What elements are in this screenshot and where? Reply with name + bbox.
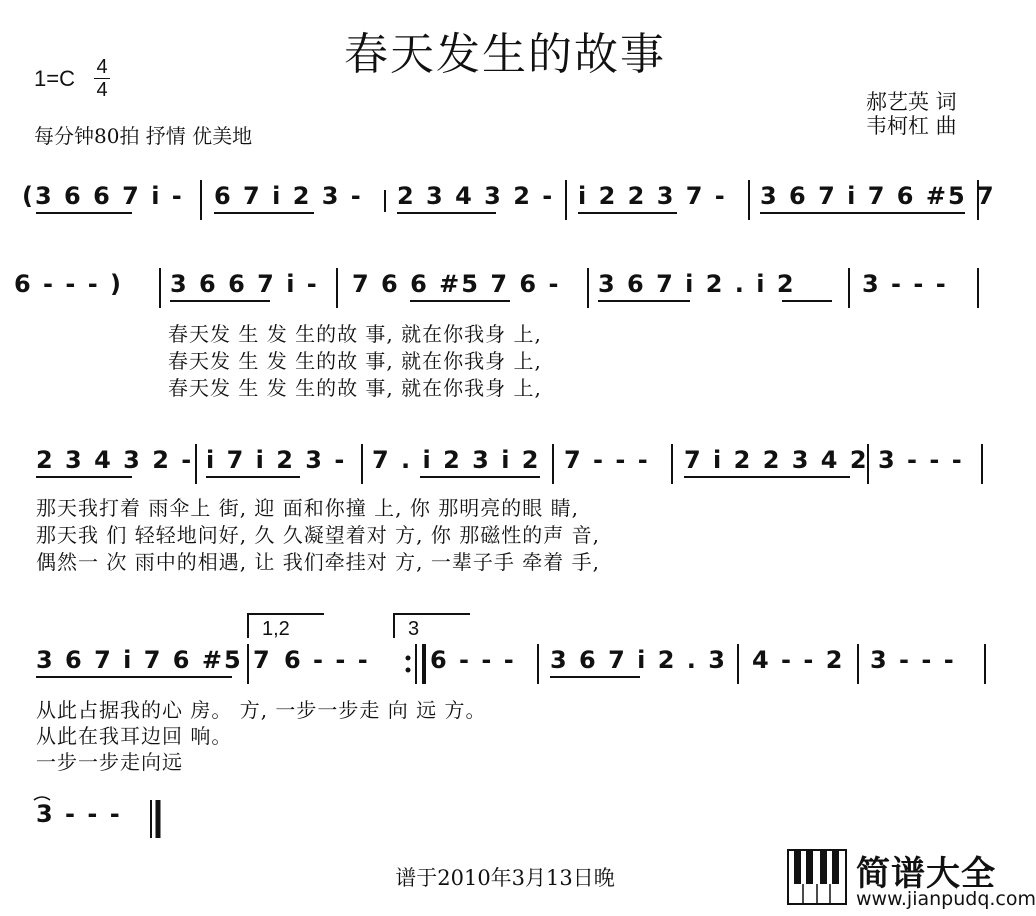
lyricist-credit: 郝艺英 词 [866,90,957,114]
measure-1-5: 3 6 7 i 7 6 #5 7 [760,182,996,210]
measure-2-4: 3 6 7 i 2 . i 2 [598,270,796,298]
measure-2-2: 3 6 6 7 i - [170,270,319,298]
measure-1-1: (3 6 6 7 i - [22,182,184,210]
measure-1-4: i 2 2 3 7 - [578,182,727,210]
volta-3-label: 3 [408,618,420,640]
time-signature [92,56,112,101]
lyric-row-3-verse-2: 那天我 们 轻轻地问好, 久 久凝望着对 方, 你 那磁性的声 音, [36,523,600,547]
measure-4-4: 3 6 7 i 2 . 3 [550,646,727,674]
site-logo [786,846,1036,912]
key-signature: 1=C [34,66,75,91]
measure-1-2: 6 7 i 2 3 - [214,182,363,210]
measure-2-5: 3 - - - [862,270,948,298]
composer-credit: 韦柯杠 曲 [866,114,957,138]
staff-row-4 [0,636,1010,696]
measure-1-3: 2 3 4 3 2 - [397,182,555,210]
staff-row-2 [0,260,1010,320]
measure-4-3: 6 - - - [430,646,516,674]
final-barline [0,790,1010,850]
lyric-row-4-verse-3: 一步一步走向远 [36,750,183,774]
staff-row-5 [0,790,1010,850]
logo-url: www.jianpudq.com [856,888,1036,910]
measure-3-2: i 7 i 2 3 - [206,446,347,474]
measure-2-1: 6 - - - ) [14,270,123,298]
measure-3-1: 2 3 4 3 2 - [36,446,194,474]
measure-5-1: 3 - - - [36,800,122,828]
staff-row-3 [0,436,1010,496]
lyric-row-4-verse-2: 从此在我耳边回 响。 [36,724,233,748]
composition-date: 谱于2010年3月13日晚 [395,866,615,890]
time-signature-top: 4 [96,56,108,78]
measure-2-3: 7 6 6 #5 7 6 - [352,270,561,298]
measure-3-4: 7 - - - [564,446,650,474]
lyric-row-2-verse-3: 春天发 生 发 生的故 事, 就在你我身 上, [168,376,542,400]
lyric-row-2-verse-1: 春天发 生 发 生的故 事, 就在你我身 上, [168,322,542,346]
tempo-mark: 每分钟80拍 抒情 优美地 [34,124,253,148]
lyric-row-3-verse-3: 偶然一 次 雨中的相遇, 让 我们牵挂对 方, 一辈子手 牵着 手, [36,550,600,574]
measure-3-6: 3 - - - [878,446,964,474]
measure-3-3: 7 . i 2 3 i 2 [372,446,541,474]
piano-keys-icon [786,846,848,908]
page-title: 春天发生的故事 [344,29,666,80]
lyric-row-3-verse-1: 那天我打着 雨伞上 街, 迎 面和你撞 上, 你 那明亮的眼 睛, [36,496,579,520]
measure-4-2: 6 - - - [284,646,370,674]
measure-4-1: 3 6 7 i 7 6 #5 7 [36,646,272,674]
measure-4-6: 3 - - - [870,646,956,674]
measure-3-5: 7 i 2 2 3 4 2 [684,446,869,474]
logo-name: 简谱大全 [856,854,996,894]
staff-row-1 [0,172,1010,232]
lyric-row-2-verse-2: 春天发 生 发 生的故 事, 就在你我身 上, [168,349,542,373]
lyric-row-4-verse-1: 从此占据我的心 房。 方, 一步一步走 向 远 方。 [36,698,487,722]
volta-1-label: 1,2 [262,618,290,640]
measure-4-5: 4 - - 2 [752,646,845,674]
time-signature-bottom: 4 [96,79,108,101]
